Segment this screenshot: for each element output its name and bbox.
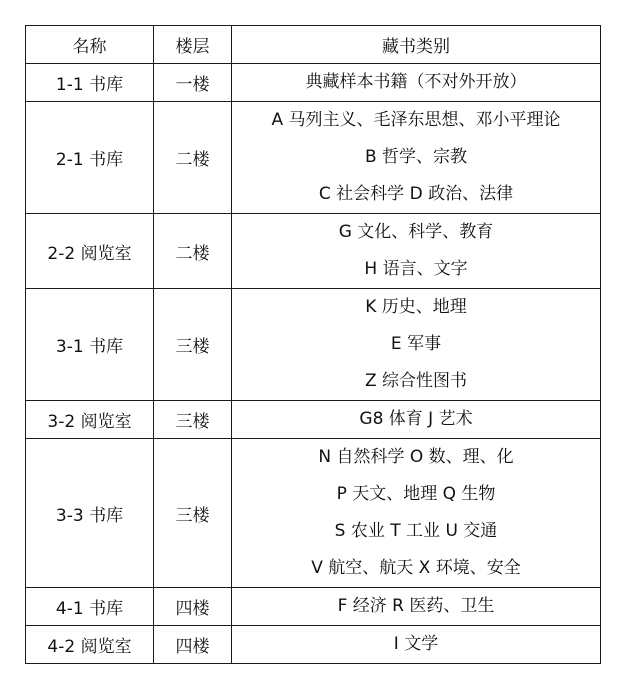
room-name-cell: 4-1 书库 xyxy=(26,588,154,626)
category-line: I 文学 xyxy=(393,634,439,654)
categories-cell xyxy=(232,64,601,102)
table-row xyxy=(26,401,601,439)
category-line: G8 体育 J 艺术 xyxy=(359,409,473,429)
header-row xyxy=(26,26,601,64)
categories-cell xyxy=(232,626,601,664)
room-name-cell: 2-1 书库 xyxy=(26,102,154,214)
category-line: N 自然科学 O 数、理、化 xyxy=(318,447,514,467)
floor-cell: 四楼 xyxy=(154,626,232,664)
categories-cell xyxy=(232,214,601,289)
categories-cell xyxy=(232,102,601,214)
floor-cell: 四楼 xyxy=(154,588,232,626)
floor-cell: 三楼 xyxy=(154,439,232,588)
room-name-cell: 3-3 书库 xyxy=(26,439,154,588)
table-row xyxy=(26,289,601,401)
category-line: 典藏样本书籍（不对外开放） xyxy=(305,72,527,92)
floor-cell: 一楼 xyxy=(154,64,232,102)
categories-cell xyxy=(232,289,601,401)
table-row xyxy=(26,64,601,102)
table-row xyxy=(26,588,601,626)
category-line: G 文化、科学、教育 xyxy=(338,222,494,242)
category-line: Z 综合性图书 xyxy=(364,371,468,391)
category-line: B 哲学、宗教 xyxy=(364,147,468,167)
category-line: C 社会科学 D 政治、法律 xyxy=(318,184,514,204)
category-line: S 农业 T 工业 U 交通 xyxy=(334,521,498,541)
header-categories: 藏书类别 xyxy=(232,26,601,64)
header-name: 名称 xyxy=(26,26,154,64)
library-collection-table-wrapper xyxy=(25,25,600,664)
category-line: E 军事 xyxy=(390,334,442,354)
table-row xyxy=(26,214,601,289)
table-row xyxy=(26,626,601,664)
floor-cell: 二楼 xyxy=(154,214,232,289)
room-name-cell: 3-1 书库 xyxy=(26,289,154,401)
floor-cell: 三楼 xyxy=(154,401,232,439)
floor-cell: 二楼 xyxy=(154,102,232,214)
category-line: F 经济 R 医药、卫生 xyxy=(337,596,495,616)
table-row xyxy=(26,102,601,214)
room-name-cell: 1-1 书库 xyxy=(26,64,154,102)
category-line: A 马列主义、毛泽东思想、邓小平理论 xyxy=(271,110,561,130)
category-line: V 航空、航天 X 环境、安全 xyxy=(311,558,521,578)
categories-cell xyxy=(232,439,601,588)
categories-cell xyxy=(232,401,601,439)
floor-cell: 三楼 xyxy=(154,289,232,401)
table-header xyxy=(26,26,601,64)
table-body xyxy=(26,64,601,664)
category-line: P 天文、地理 Q 生物 xyxy=(336,484,496,504)
table-row xyxy=(26,439,601,588)
room-name-cell: 2-2 阅览室 xyxy=(26,214,154,289)
category-line: H 语言、文字 xyxy=(364,259,468,279)
category-line: K 历史、地理 xyxy=(365,297,467,317)
library-collection-table xyxy=(25,25,601,664)
room-name-cell: 4-2 阅览室 xyxy=(26,626,154,664)
room-name-cell: 3-2 阅览室 xyxy=(26,401,154,439)
header-floor: 楼层 xyxy=(154,26,232,64)
categories-cell xyxy=(232,588,601,626)
